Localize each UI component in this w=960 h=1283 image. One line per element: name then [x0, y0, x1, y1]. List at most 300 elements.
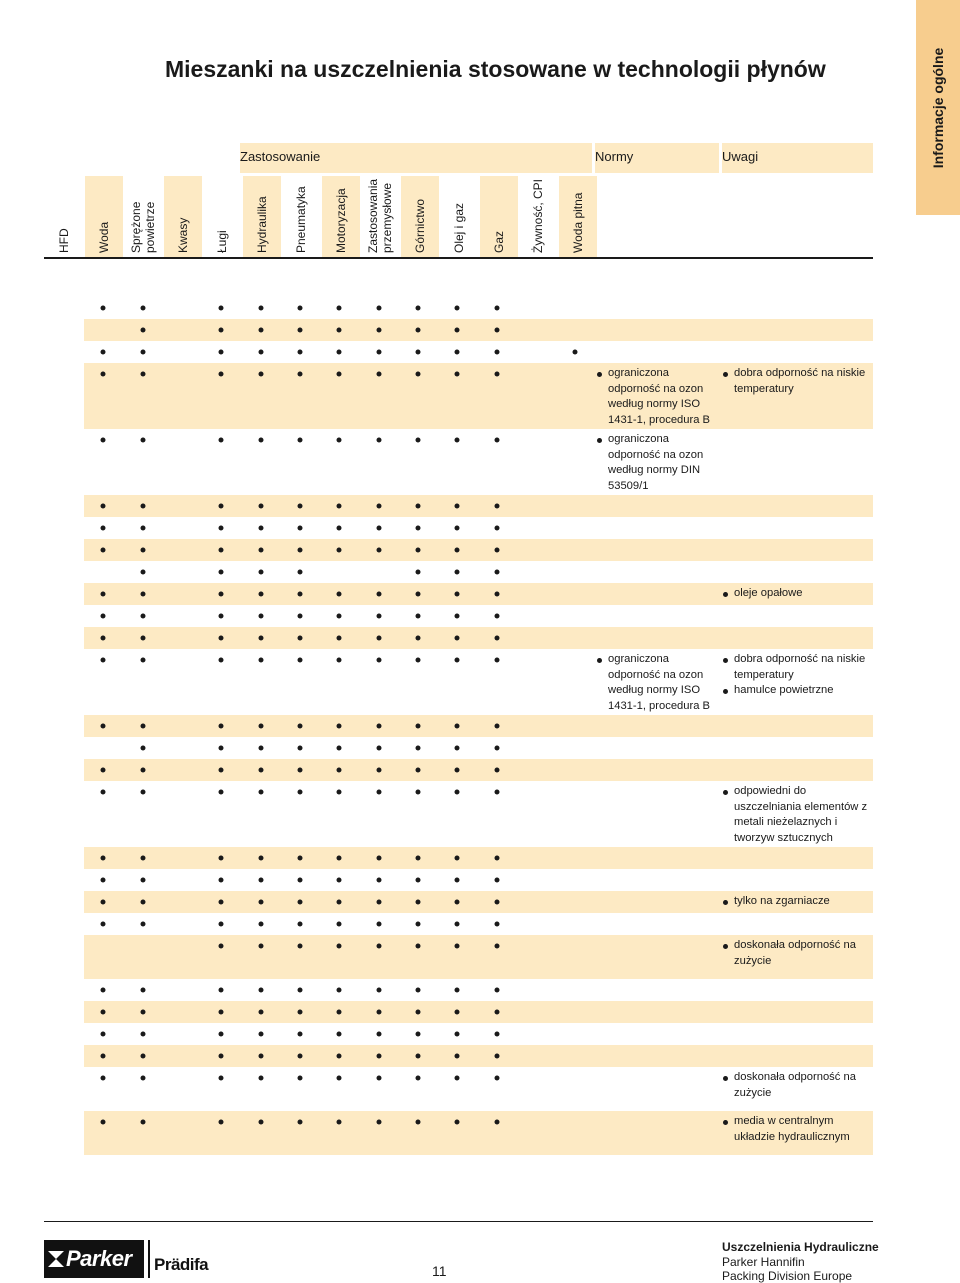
bullet-dot-icon: [455, 328, 460, 333]
bullet-dot-icon: [376, 790, 381, 795]
bullet-dot-icon: [494, 548, 499, 553]
bullet-dot-icon: [455, 1120, 460, 1125]
bullet-dot-icon: [337, 878, 342, 883]
bullet-dot-icon: [455, 372, 460, 377]
bullet-dot-icon: [337, 526, 342, 531]
bullet-dot-icon: [219, 746, 224, 751]
bullet-dot-icon: [219, 438, 224, 443]
table-row: [84, 605, 873, 627]
bullet-dot-icon: [376, 922, 381, 927]
bullet-dot-icon: [455, 526, 460, 531]
bullet-dot-icon: [297, 438, 302, 443]
norms-note: ograniczona odporność na ozon według normy ISO 1431-1, procedura B: [596, 652, 721, 714]
column-header-label: Zastosowania przemysłowe: [366, 178, 395, 253]
bullet-dot-icon: [258, 658, 263, 663]
bullet-dot-icon: [376, 856, 381, 861]
bullet-dot-icon: [101, 504, 106, 509]
bullet-dot-icon: [140, 1010, 145, 1015]
bullet-dot-icon: [494, 372, 499, 377]
bullet-dot-icon: [494, 900, 499, 905]
column-header-label: Sprężone powietrze: [129, 201, 158, 253]
bullet-dot-icon: [219, 350, 224, 355]
bullet-dot-icon: [415, 768, 420, 773]
bullet-dot-icon: [376, 1120, 381, 1125]
bullet-dot-icon: [297, 878, 302, 883]
bullet-dot-icon: [337, 944, 342, 949]
bullet-dot-icon: [494, 636, 499, 641]
bullet-dot-icon: [258, 570, 263, 575]
bullet-dot-icon: [337, 548, 342, 553]
bullet-dot-icon: [337, 306, 342, 311]
bullet-dot-icon: [337, 592, 342, 597]
bullet-dot-icon: [101, 350, 106, 355]
bullet-dot-icon: [219, 856, 224, 861]
bullet-dot-icon: [337, 922, 342, 927]
bullet-dot-icon: [258, 900, 263, 905]
bullet-dot-icon: [415, 746, 420, 751]
remarks-note: tylko na zgarniacze: [722, 894, 872, 910]
bullet-dot-icon: [494, 1010, 499, 1015]
logo-divider: [148, 1240, 150, 1278]
remarks-note: doskonała odporność na zużycie: [722, 938, 872, 969]
bullet-dot-icon: [415, 526, 420, 531]
bullet-dot-icon: [297, 328, 302, 333]
bullet-dot-icon: [101, 1120, 106, 1125]
bullet-dot-icon: [415, 658, 420, 663]
bullet-dot-icon: [101, 878, 106, 883]
bullet-dot-icon: [494, 1120, 499, 1125]
bullet-dot-icon: [337, 372, 342, 377]
bullet-dot-icon: [297, 1120, 302, 1125]
bullet-dot-icon: [376, 504, 381, 509]
bullet-dot-icon: [494, 328, 499, 333]
bullet-dot-icon: [140, 372, 145, 377]
bullet-dot-icon: [140, 350, 145, 355]
bullet-dot-icon: [337, 1076, 342, 1081]
bullet-dot-icon: [140, 306, 145, 311]
bullet-dot-icon: [140, 900, 145, 905]
bullet-dot-icon: [219, 1076, 224, 1081]
bullet-dot-icon: [376, 724, 381, 729]
bullet-dot-icon: [101, 306, 106, 311]
bullet-dot-icon: [101, 790, 106, 795]
bullet-dot-icon: [337, 658, 342, 663]
remarks-note: doskonała odporność na zużycie: [722, 1070, 872, 1101]
norms-note: ograniczona odporność na ozon według normy DIN 53509/1: [596, 432, 721, 494]
bullet-dot-icon: [219, 724, 224, 729]
bullet-dot-icon: [101, 372, 106, 377]
bullet-dot-icon: [258, 1010, 263, 1015]
bullet-dot-icon: [455, 746, 460, 751]
bullet-dot-icon: [415, 944, 420, 949]
bullet-dot-icon: [219, 504, 224, 509]
bullet-dot-icon: [376, 438, 381, 443]
bullet-dot-icon: [297, 658, 302, 663]
bullet-dot-icon: [494, 438, 499, 443]
bullet-dot-icon: [140, 1032, 145, 1037]
bullet-dot-icon: [376, 746, 381, 751]
bullet-dot-icon: [219, 614, 224, 619]
column-header-label: Hydraulika: [254, 196, 269, 253]
bullet-dot-icon: [494, 944, 499, 949]
bullet-dot-icon: [101, 658, 106, 663]
bullet-dot-icon: [415, 372, 420, 377]
bullet-dot-icon: [337, 1054, 342, 1059]
column-header-label: Pneumatyka: [294, 186, 309, 253]
bullet-dot-icon: [455, 878, 460, 883]
bullet-dot-icon: [494, 504, 499, 509]
table-row: [84, 759, 873, 781]
bullet-dot-icon: [297, 1032, 302, 1037]
bullet-dot-icon: [415, 592, 420, 597]
bullet-dot-icon: [337, 438, 342, 443]
bullet-dot-icon: [219, 328, 224, 333]
bullet-dot-icon: [258, 768, 263, 773]
bullet-dot-icon: [415, 1120, 420, 1125]
bullet-dot-icon: [101, 636, 106, 641]
bullet-dot-icon: [415, 1010, 420, 1015]
column-header-label: HFD: [57, 228, 72, 253]
bullet-dot-icon: [494, 658, 499, 663]
bullet-dot-icon: [415, 1054, 420, 1059]
bullet-dot-icon: [494, 570, 499, 575]
bullet-dot-icon: [415, 438, 420, 443]
table-row: [84, 319, 873, 341]
bullet-dot-icon: [297, 922, 302, 927]
bullet-dot-icon: [415, 922, 420, 927]
bullet-dot-icon: [337, 1010, 342, 1015]
bullet-dot-icon: [140, 988, 145, 993]
bullet-dot-icon: [101, 900, 106, 905]
remarks-note: media w centralnym układzie hydraulicznym: [722, 1114, 872, 1145]
bullet-dot-icon: [101, 856, 106, 861]
bullet-dot-icon: [415, 636, 420, 641]
bullet-dot-icon: [297, 768, 302, 773]
bullet-dot-icon: [219, 900, 224, 905]
bullet-dot-icon: [219, 526, 224, 531]
bullet-dot-icon: [376, 768, 381, 773]
bullet-dot-icon: [297, 372, 302, 377]
bullet-dot-icon: [337, 350, 342, 355]
bullet-dot-icon: [455, 614, 460, 619]
bullet-dot-icon: [337, 790, 342, 795]
bullet-dot-icon: [337, 856, 342, 861]
bullet-dot-icon: [415, 790, 420, 795]
bullet-dot-icon: [376, 1010, 381, 1015]
bullet-dot-icon: [376, 328, 381, 333]
table-row: [84, 913, 873, 935]
table-row: [84, 847, 873, 869]
bullet-dot-icon: [415, 724, 420, 729]
bullet-dot-icon: [376, 900, 381, 905]
table-row: [84, 737, 873, 759]
bullet-dot-icon: [455, 1010, 460, 1015]
bullet-dot-icon: [258, 1120, 263, 1125]
bullet-dot-icon: [455, 306, 460, 311]
bullet-dot-icon: [297, 944, 302, 949]
bullet-dot-icon: [494, 1032, 499, 1037]
page-title: Mieszanki na uszczelnienia stosowane w technologii płynów: [165, 56, 826, 82]
bullet-dot-icon: [494, 856, 499, 861]
page-number: 11: [432, 1263, 447, 1279]
bullet-dot-icon: [494, 724, 499, 729]
bullet-dot-icon: [140, 1120, 145, 1125]
bullet-dot-icon: [455, 724, 460, 729]
table-row: [84, 715, 873, 737]
bullet-dot-icon: [455, 658, 460, 663]
bullet-dot-icon: [494, 350, 499, 355]
bullet-dot-icon: [297, 1010, 302, 1015]
parker-pradifa-logo: [44, 1240, 209, 1280]
bullet-dot-icon: [494, 790, 499, 795]
bullet-dot-icon: [337, 614, 342, 619]
column-header-label: Olej i gaz: [452, 202, 467, 253]
parker-logo-mark-icon: [48, 1251, 64, 1267]
bullet-dot-icon: [219, 1032, 224, 1037]
bullet-dot-icon: [101, 1010, 106, 1015]
bullet-dot-icon: [258, 548, 263, 553]
bullet-dot-icon: [219, 988, 224, 993]
bullet-dot-icon: [140, 504, 145, 509]
bullet-dot-icon: [258, 636, 263, 641]
bullet-dot-icon: [376, 372, 381, 377]
bullet-dot-icon: [258, 878, 263, 883]
bullet-dot-icon: [258, 790, 263, 795]
bullet-dot-icon: [219, 1054, 224, 1059]
bullet-dot-icon: [219, 592, 224, 597]
bullet-dot-icon: [455, 856, 460, 861]
bullet-dot-icon: [376, 548, 381, 553]
bullet-dot-icon: [297, 856, 302, 861]
bullet-dot-icon: [494, 988, 499, 993]
bullet-dot-icon: [455, 790, 460, 795]
bullet-dot-icon: [219, 922, 224, 927]
bullet-dot-icon: [140, 724, 145, 729]
bullet-dot-icon: [455, 504, 460, 509]
bullet-dot-icon: [219, 306, 224, 311]
bullet-dot-icon: [376, 526, 381, 531]
remarks-note: odpowiedni do uszczelniania elementów z metali nieżelaznych i tworzyw sztucznych: [722, 784, 872, 846]
bullet-dot-icon: [297, 350, 302, 355]
bullet-dot-icon: [219, 768, 224, 773]
bullet-dot-icon: [297, 746, 302, 751]
bullet-dot-icon: [494, 592, 499, 597]
bullet-dot-icon: [219, 658, 224, 663]
bullet-dot-icon: [455, 900, 460, 905]
bullet-dot-icon: [140, 922, 145, 927]
bullet-dot-icon: [494, 306, 499, 311]
group-header-remarks-label: Uwagi: [722, 149, 759, 164]
bullet-dot-icon: [219, 1010, 224, 1015]
bullet-dot-icon: [140, 526, 145, 531]
bullet-dot-icon: [415, 504, 420, 509]
bullet-dot-icon: [415, 570, 420, 575]
bullet-dot-icon: [494, 1054, 499, 1059]
bullet-dot-icon: [219, 790, 224, 795]
bullet-dot-icon: [258, 306, 263, 311]
table-row: [84, 429, 873, 495]
bullet-dot-icon: [258, 1054, 263, 1059]
bullet-dot-icon: [101, 1076, 106, 1081]
bullet-dot-icon: [455, 988, 460, 993]
bullet-dot-icon: [101, 438, 106, 443]
footer-info: [722, 1240, 879, 1283]
bullet-dot-icon: [258, 988, 263, 993]
bullet-dot-icon: [297, 592, 302, 597]
bullet-dot-icon: [415, 328, 420, 333]
bullet-dot-icon: [219, 1120, 224, 1125]
bullet-dot-icon: [101, 768, 106, 773]
footer-line-1: Uszczelnienia Hydrauliczne: [722, 1240, 879, 1254]
column-header-label: Gaz: [491, 230, 506, 253]
bullet-dot-icon: [494, 746, 499, 751]
bullet-dot-icon: [219, 548, 224, 553]
bullet-dot-icon: [455, 570, 460, 575]
bullet-dot-icon: [376, 944, 381, 949]
bullet-dot-icon: [258, 1032, 263, 1037]
bullet-dot-icon: [415, 350, 420, 355]
bullet-dot-icon: [376, 306, 381, 311]
bullet-dot-icon: [297, 636, 302, 641]
bullet-dot-icon: [415, 900, 420, 905]
bullet-dot-icon: [297, 724, 302, 729]
bullet-dot-icon: [415, 614, 420, 619]
bullet-dot-icon: [415, 878, 420, 883]
bullet-dot-icon: [140, 636, 145, 641]
bullet-dot-icon: [337, 900, 342, 905]
column-header-label: Kwasy: [175, 217, 190, 253]
bullet-dot-icon: [494, 878, 499, 883]
column-header-label: Motoryzacja: [333, 188, 348, 253]
bullet-dot-icon: [140, 570, 145, 575]
bullet-dot-icon: [101, 592, 106, 597]
logo-sub-text: Prädifa: [154, 1255, 209, 1274]
bullet-dot-icon: [258, 944, 263, 949]
bullet-dot-icon: [455, 1076, 460, 1081]
table-row: [84, 495, 873, 517]
bullet-dot-icon: [140, 592, 145, 597]
column-header-label: Ługi: [215, 230, 230, 253]
bullet-dot-icon: [219, 636, 224, 641]
table-row: [84, 539, 873, 561]
bullet-dot-icon: [258, 614, 263, 619]
bullet-dot-icon: [297, 306, 302, 311]
logo-main-text: Parker: [66, 1246, 132, 1271]
bullet-dot-icon: [101, 1054, 106, 1059]
bullet-dot-icon: [258, 328, 263, 333]
bullet-dot-icon: [140, 658, 145, 663]
footer-rule: [44, 1221, 873, 1222]
bullet-dot-icon: [258, 372, 263, 377]
bullet-dot-icon: [297, 504, 302, 509]
side-tab-label: Informacje ogólne: [930, 47, 946, 169]
bullet-dot-icon: [415, 1032, 420, 1037]
bullet-dot-icon: [258, 350, 263, 355]
table-row: [84, 1045, 873, 1067]
bullet-dot-icon: [140, 328, 145, 333]
table-row: [84, 1023, 873, 1045]
remarks-note: hamulce powietrzne: [722, 683, 872, 699]
bullet-dot-icon: [376, 592, 381, 597]
bullet-dot-icon: [376, 636, 381, 641]
bullet-dot-icon: [297, 790, 302, 795]
bullet-dot-icon: [376, 1032, 381, 1037]
bullet-dot-icon: [297, 1054, 302, 1059]
bullet-dot-icon: [140, 1076, 145, 1081]
bullet-dot-icon: [337, 1032, 342, 1037]
bullet-dot-icon: [415, 988, 420, 993]
bullet-dot-icon: [258, 438, 263, 443]
column-header-label: Woda pitna: [570, 192, 585, 253]
column-header-label: Górnictwo: [412, 198, 427, 253]
group-header-norms-label: Normy: [595, 149, 634, 164]
column-header-label: Woda: [96, 221, 111, 253]
bullet-dot-icon: [140, 548, 145, 553]
bullet-dot-icon: [258, 724, 263, 729]
bullet-dot-icon: [455, 636, 460, 641]
bullet-dot-icon: [219, 944, 224, 949]
bullet-dot-icon: [337, 988, 342, 993]
bullet-dot-icon: [297, 526, 302, 531]
bullet-dot-icon: [258, 504, 263, 509]
bullet-dot-icon: [140, 746, 145, 751]
table-row: [84, 1001, 873, 1023]
bullet-dot-icon: [494, 922, 499, 927]
bullet-dot-icon: [494, 614, 499, 619]
table-row: [84, 341, 873, 363]
table-row: [84, 627, 873, 649]
bullet-dot-icon: [101, 724, 106, 729]
bullet-dot-icon: [297, 988, 302, 993]
bullet-dot-icon: [455, 592, 460, 597]
table-row: [84, 517, 873, 539]
bullet-dot-icon: [219, 372, 224, 377]
bullet-dot-icon: [376, 658, 381, 663]
bullet-dot-icon: [140, 768, 145, 773]
bullet-dot-icon: [455, 1032, 460, 1037]
remarks-note: oleje opałowe: [722, 586, 872, 602]
bullet-dot-icon: [455, 438, 460, 443]
bullet-dot-icon: [219, 878, 224, 883]
table-row: [84, 297, 873, 319]
bullet-dot-icon: [494, 526, 499, 531]
bullet-dot-icon: [140, 438, 145, 443]
bullet-dot-icon: [455, 548, 460, 553]
bullet-dot-icon: [455, 350, 460, 355]
bullet-dot-icon: [376, 614, 381, 619]
bullet-dot-icon: [337, 504, 342, 509]
bullet-dot-icon: [258, 856, 263, 861]
bullet-dot-icon: [140, 1054, 145, 1059]
norms-note: ograniczona odporność na ozon według normy ISO 1431-1, procedura B: [596, 366, 721, 428]
bullet-dot-icon: [337, 636, 342, 641]
bullet-dot-icon: [455, 768, 460, 773]
bullet-dot-icon: [494, 1076, 499, 1081]
bullet-dot-icon: [337, 328, 342, 333]
bullet-dot-icon: [140, 878, 145, 883]
parker-logo: [44, 1240, 144, 1278]
bullet-dot-icon: [494, 768, 499, 773]
table-row: [84, 561, 873, 583]
bullet-dot-icon: [258, 526, 263, 531]
bullet-dot-icon: [455, 1054, 460, 1059]
bullet-dot-icon: [376, 350, 381, 355]
bullet-dot-icon: [101, 548, 106, 553]
bullet-dot-icon: [140, 614, 145, 619]
bullet-dot-icon: [101, 614, 106, 619]
bullet-dot-icon: [337, 724, 342, 729]
bullet-dot-icon: [455, 922, 460, 927]
